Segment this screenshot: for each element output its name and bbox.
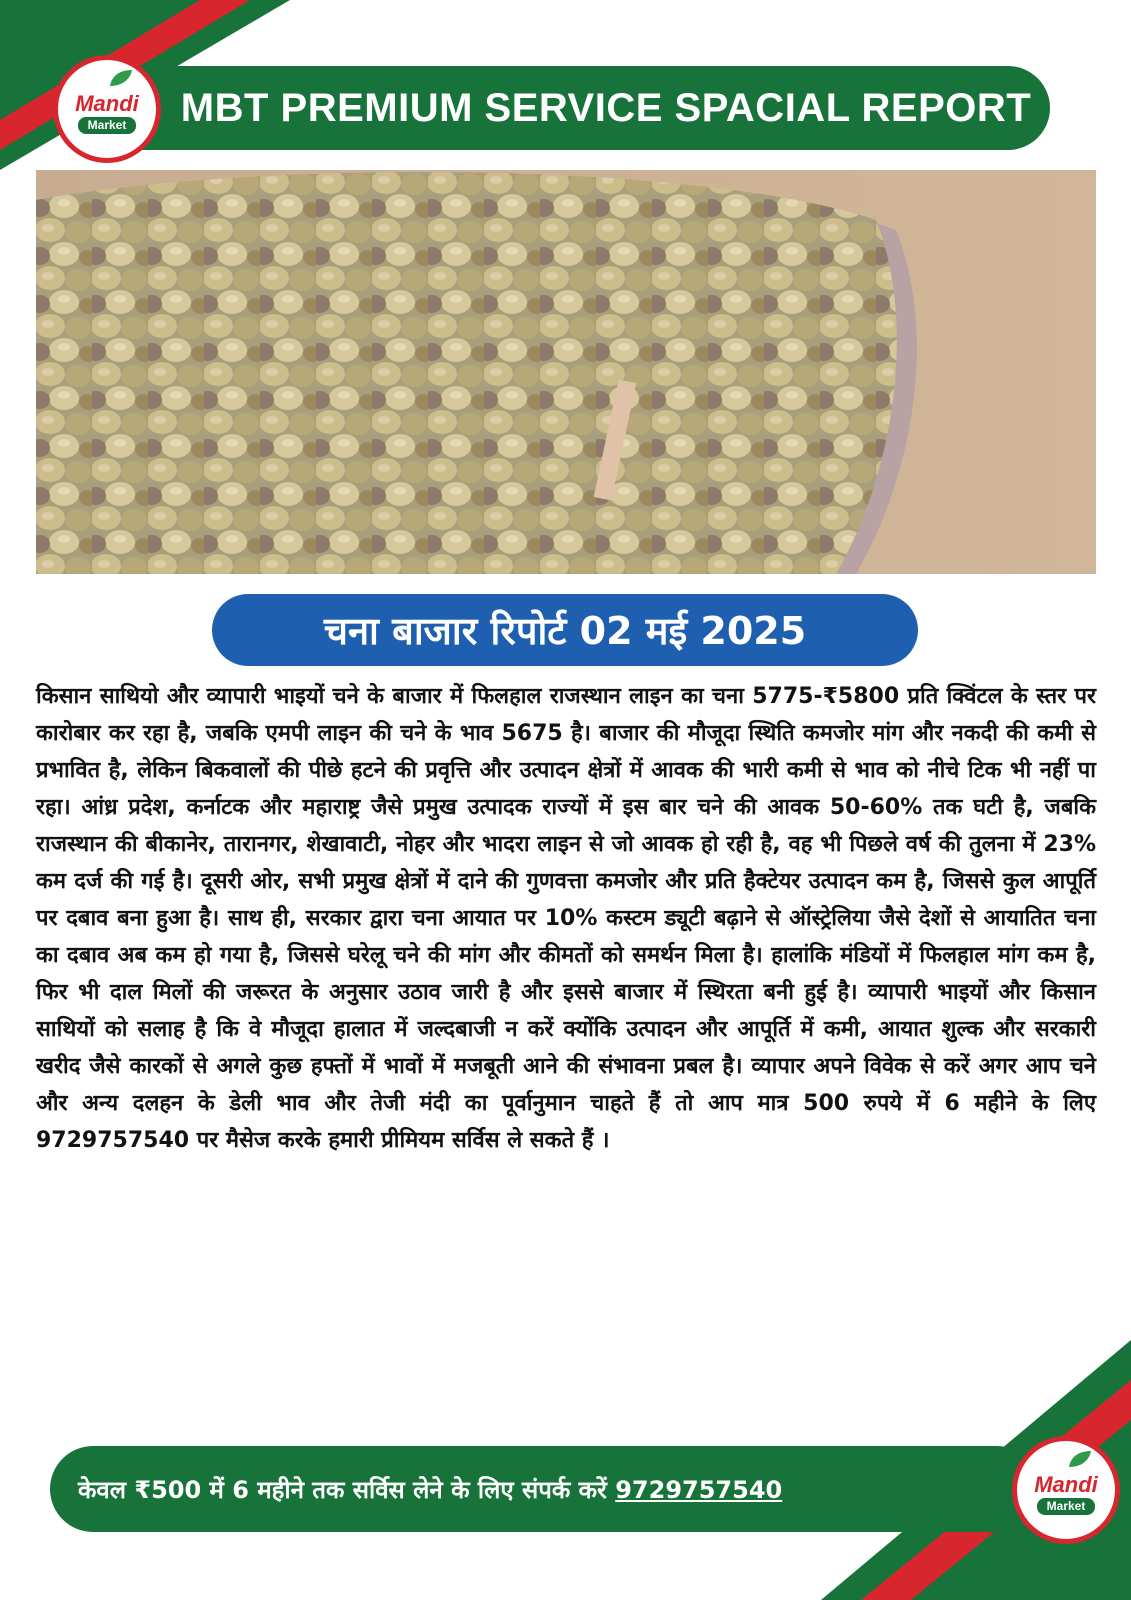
footer-message: केवल ₹500 में 6 महीने तक सर्विस लेने के लिए संपर्क करें <box>78 1475 616 1504</box>
footer-contact-bar <box>50 1446 1040 1532</box>
report-date-title: चना बाजार रिपोर्ट 02 मई 2025 <box>323 609 807 653</box>
header-title: MBT PREMIUM SERVICE SPACIAL REPORT <box>180 85 1032 130</box>
brand-logo-top <box>53 55 161 163</box>
logo-sub-text: Market <box>1037 1498 1096 1515</box>
leaf-icon <box>108 68 134 88</box>
report-body-text: किसान साथियो और व्यापारी भाइयों चने के बाजार में फिलहाल राजस्थान लाइन का चना 5775-₹5800 प्रति क्विंटल के स्तर पर कारोबार कर रहा है, जबकि एमपी लाइन की चने के भाव 5675 है। बाजार की मौजूदा स्थिति कमजोर मांग और नकदी की कमी से प्रभावित है, लेकिन बिकवालों की पीछे हटने की प्रवृत्ति और उत्पादन क्षेत्रों में आवक की भारी कमी से भाव को नीचे टिक भी नहीं पा रहा। आंध्र प्रदेश, कर्नाटक और महाराष्ट्र जैसे प्रमुख उत्पादक राज्यों में इस बार चने की आवक 50-60% तक घटी है, जबकि राजस्थान की बीकानेर, तारानगर, शेखावाटी, नोहर और भादरा लाइन से जो आवक हो रही है, वह भी पिछले वर्ष की तुलना में 23% कम दर्ज की गई है। दूसरी ओर, सभी प्रमुख क्षेत्रों में दाने की गुणवत्ता कमजोर और प्रति हैक्टेयर उत्पादन कम है, जिससे कुल आपूर्ति पर दबाव बना हुआ है। साथ ही, सरकार द्वारा चना आयात पर 10% कस्टम ड्यूटी बढ़ाने से ऑस्ट्रेलिया जैसे देशों से आयातित चना का दबाव अब कम हो गया है, जिससे घरेलू चने की मांग और कीमतों को समर्थन मिला है। हालांकि मंडियों में फिलहाल मांग कम है, फिर भी दाल मिलों की जरूरत के अनुसार उठाव जारी है और इससे बाजार में स्थिरता बनी हुई है। व्यापारी भाइयों और किसान साथियों को सलाह है कि वे मौजूदा हालात में जल्दबाजी न करें क्योंकि उत्पादन और आपूर्ति में कमी, आयात शुल्क और सरकारी खरीद जैसे कारकों से अगले कुछ हफ्तों में भावों में मजबूती आने की संभावना प्रबल है। व्यापार अपने विवेक से करें अगर आप चने और अन्य दलहन के डेली भाव और तेजी मंदी का पूर्वानुमान चाहते हैं तो आप मात्र 500 रुपये में 6 महीने के लिए 9729757540 पर मैसेज करके हमारी प्रीमियम सर्विस ले सकते हैं । <box>36 684 1096 1153</box>
chickpea-photo <box>36 170 1096 574</box>
leaf-icon <box>1067 1449 1093 1469</box>
brand-logo-bottom <box>1012 1436 1120 1544</box>
logo-brand-text: Mandi <box>75 90 139 116</box>
logo-brand-text: Mandi <box>1034 1471 1098 1497</box>
header-bar <box>112 66 1050 150</box>
footer-phone-link[interactable]: 9729757540 <box>615 1475 783 1504</box>
footer-text <box>78 1473 782 1506</box>
report-date-pill <box>212 594 918 666</box>
logo-sub-text: Market <box>78 117 137 134</box>
